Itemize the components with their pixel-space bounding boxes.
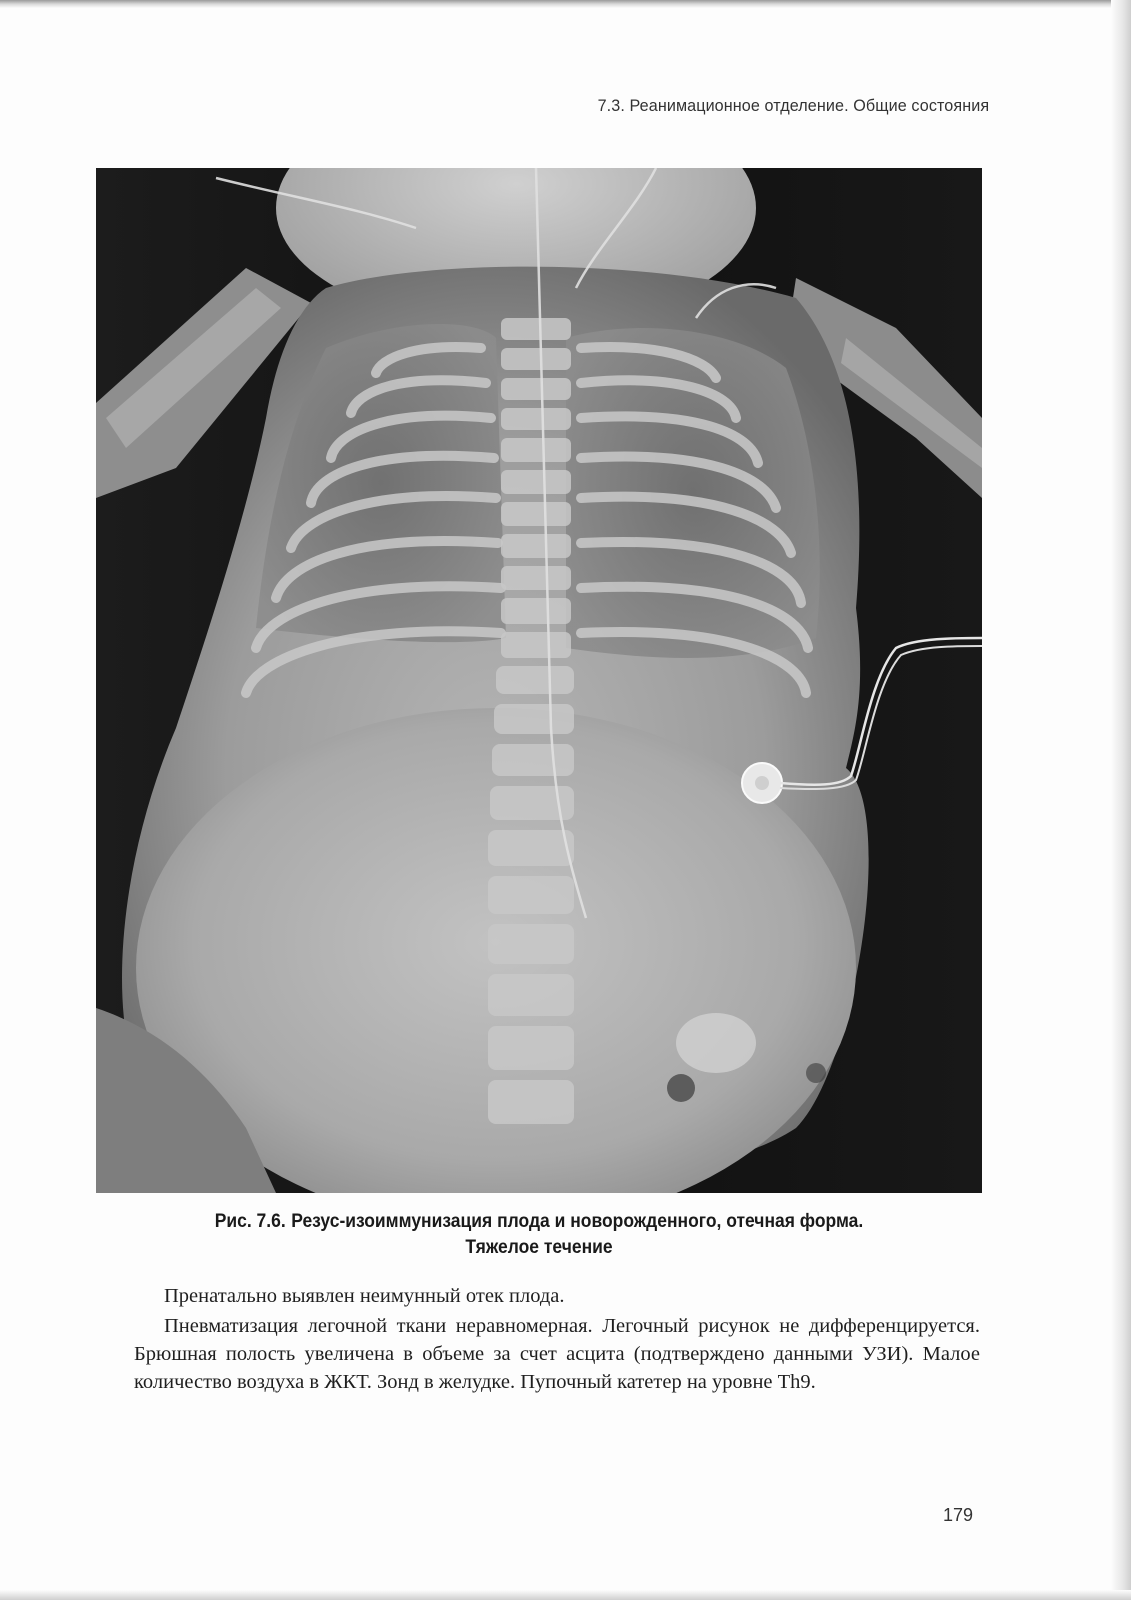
body-text bbox=[134, 1282, 980, 1396]
caption-title-line-2: Тяжелое течение bbox=[465, 1237, 613, 1258]
running-header: 7.3. Реанимационное отделение. Общие состояния bbox=[597, 96, 989, 115]
scan-edge-top bbox=[0, 0, 1131, 8]
figure-caption bbox=[131, 1209, 946, 1261]
umbilical-area bbox=[676, 1013, 756, 1073]
paragraph: Пневматизация легочной ткани неравномерная. Легочный рисунок не дифференцируется. Брюшная полость увеличена в объеме за счет асцита (подтверждено данными УЗИ). Малое количество воздуха в ЖКТ. Зонд в желудке. Пупочный катетер на уровне Th9. bbox=[134, 1315, 980, 1393]
scan-edge-right bbox=[1111, 0, 1131, 1600]
scan-edge-bottom bbox=[0, 1590, 1131, 1600]
paragraph: Пренатально выявлен неимунный отек плода. bbox=[164, 1285, 565, 1307]
figure-label: Рис. 7.6. bbox=[214, 1211, 286, 1232]
caption-line-1 bbox=[131, 1209, 946, 1235]
page-number: 179 bbox=[942, 1505, 973, 1525]
xray-image bbox=[96, 168, 982, 1193]
xray-figure bbox=[96, 168, 982, 1193]
caption-title-line-1: Резус-изоиммунизация плода и новорожденного, отечная форма. bbox=[291, 1211, 864, 1232]
